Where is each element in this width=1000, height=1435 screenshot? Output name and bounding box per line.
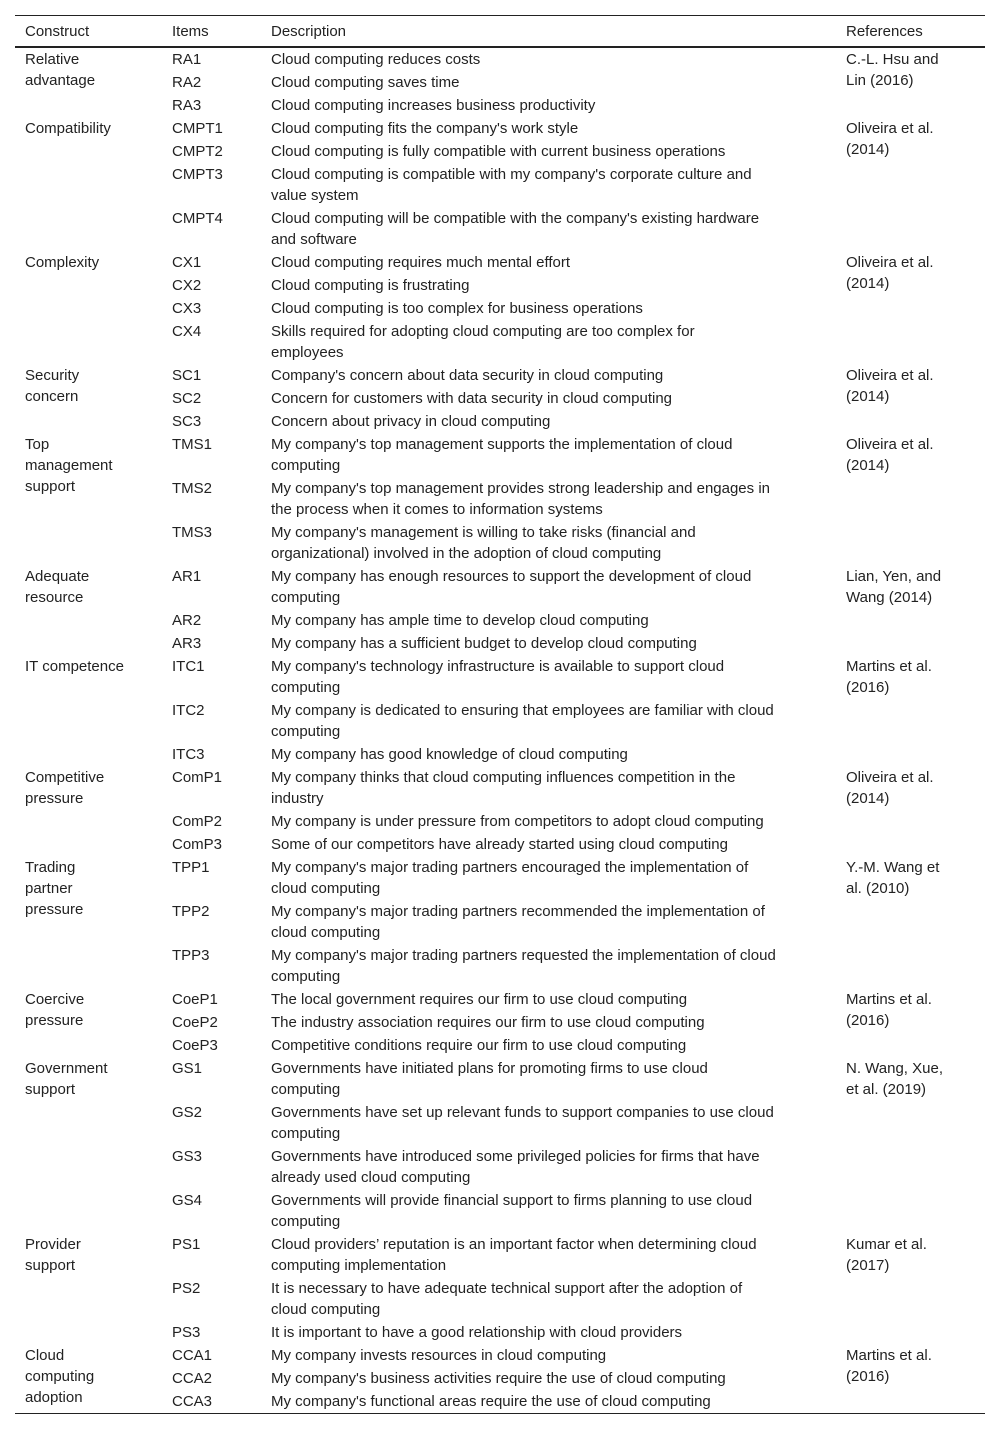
construct-cell: Complexity: [25, 254, 100, 271]
reference-cell: Kumar et al. (2017): [846, 1236, 927, 1274]
construct-cell: Competitive pressure: [25, 769, 105, 807]
reference-cell: N. Wang, Xue, et al. (2019): [846, 1060, 943, 1098]
description-cell: The local government requires our firm to use cloud computing: [271, 991, 688, 1008]
description-cell: It is important to have a good relationship with cloud providers: [271, 1324, 683, 1341]
item-id-cell: CCA3: [172, 1393, 213, 1410]
description-cell: Cloud computing is too complex for business operations: [271, 300, 643, 317]
construct-cell: IT competence: [25, 658, 124, 675]
item-id-cell: PS1: [172, 1236, 201, 1253]
description-cell: My company's top management provides strong leadership and engages in the process when it comes to information systems: [271, 480, 770, 518]
construct-cell: Top management support: [25, 436, 113, 495]
description-cell: My company's top management supports the implementation of cloud computing: [271, 436, 733, 474]
reference-cell: Oliveira et al. (2014): [846, 254, 934, 292]
table-row: [15, 565, 985, 609]
construct-cell: Trading partner pressure: [25, 859, 84, 918]
item-id-cell: TPP1: [172, 859, 210, 876]
table-body: [15, 47, 985, 1414]
table-row: [15, 1057, 985, 1101]
description-cell: My company's technology infrastructure is available to support cloud computing: [271, 658, 725, 696]
description-cell: My company has enough resources to support the development of cloud computing: [271, 568, 752, 606]
item-id-cell: CCA2: [172, 1370, 213, 1387]
item-id-cell: PS2: [172, 1280, 201, 1297]
item-id-cell: GS2: [172, 1104, 203, 1121]
item-id-cell: RA1: [172, 51, 202, 68]
reference-cell: Oliveira et al. (2014): [846, 436, 934, 474]
item-id-cell: CX2: [172, 277, 202, 294]
reference-cell: Lian, Yen, and Wang (2014): [846, 568, 942, 606]
item-id-cell: ITC3: [172, 746, 205, 763]
item-id-cell: ComP1: [172, 769, 223, 786]
reference-cell: Oliveira et al. (2014): [846, 120, 934, 158]
item-id-cell: SC2: [172, 390, 202, 407]
description-cell: My company is under pressure from competitors to adopt cloud computing: [271, 813, 764, 830]
table-row: [15, 364, 985, 387]
description-cell: My company is dedicated to ensuring that employees are familiar with cloud computing: [271, 702, 774, 740]
table-row: [15, 47, 985, 71]
reference-cell: Martins et al. (2016): [846, 658, 932, 696]
description-cell: Governments have initiated plans for promoting firms to use cloud computing: [271, 1060, 708, 1098]
description-cell: Governments have introduced some privileged policies for firms that have already used cloud computing: [271, 1148, 760, 1186]
item-id-cell: CX1: [172, 254, 202, 271]
table-row: [15, 655, 985, 699]
item-id-cell: TMS3: [172, 524, 213, 541]
item-id-cell: ComP2: [172, 813, 223, 830]
reference-cell: Oliveira et al. (2014): [846, 367, 934, 405]
description-cell: My company's management is willing to take risks (financial and organizational) involved in the adoption of cloud computing: [271, 524, 696, 562]
item-id-cell: RA3: [172, 97, 202, 114]
description-cell: My company has good knowledge of cloud computing: [271, 746, 628, 763]
description-cell: Competitive conditions require our firm to use cloud computing: [271, 1037, 687, 1054]
item-id-cell: SC3: [172, 413, 202, 430]
item-id-cell: AR3: [172, 635, 202, 652]
item-id-cell: CMPT3: [172, 166, 223, 183]
construct-cell: Cloud computing adoption: [25, 1347, 95, 1406]
description-cell: The industry association requires our firm to use cloud computing: [271, 1014, 705, 1031]
item-id-cell: CoeP2: [172, 1014, 218, 1031]
item-id-cell: ITC1: [172, 658, 205, 675]
description-cell: My company thinks that cloud computing influences competition in the industry: [271, 769, 736, 807]
description-cell: Company's concern about data security in cloud computing: [271, 367, 664, 384]
description-cell: My company invests resources in cloud computing: [271, 1347, 607, 1364]
item-id-cell: TMS2: [172, 480, 213, 497]
description-cell: Skills required for adopting cloud computing are too complex for employees: [271, 323, 695, 361]
item-id-cell: CX3: [172, 300, 202, 317]
item-id-cell: PS3: [172, 1324, 201, 1341]
construct-cell: Relative advantage: [25, 51, 96, 89]
item-id-cell: CMPT1: [172, 120, 223, 137]
item-id-cell: RA2: [172, 74, 202, 91]
description-cell: My company's major trading partners recommended the implementation of cloud computing: [271, 903, 765, 941]
item-id-cell: AR1: [172, 568, 202, 585]
description-cell: My company has ample time to develop cloud computing: [271, 612, 649, 629]
item-id-cell: TMS1: [172, 436, 213, 453]
item-id-cell: TPP2: [172, 903, 210, 920]
reference-cell: Martins et al. (2016): [846, 991, 932, 1029]
reference-cell: Oliveira et al. (2014): [846, 769, 934, 807]
description-cell: It is necessary to have adequate technical support after the adoption of cloud computing: [271, 1280, 743, 1318]
item-id-cell: ComP3: [172, 836, 223, 853]
table-row: [15, 1344, 985, 1367]
description-cell: Cloud computing saves time: [271, 74, 460, 91]
description-cell: Cloud computing fits the company's work style: [271, 120, 579, 137]
item-id-cell: TPP3: [172, 947, 210, 964]
reference-cell: Y.-M. Wang et al. (2010): [846, 859, 940, 897]
header-items: Items: [172, 22, 209, 40]
constructs-table: [15, 15, 985, 1414]
construct-cell: Government support: [25, 1060, 108, 1098]
table-row: [15, 117, 985, 140]
item-id-cell: GS4: [172, 1192, 203, 1209]
item-id-cell: GS1: [172, 1060, 203, 1077]
description-cell: Cloud computing is compatible with my company's corporate culture and value system: [271, 166, 752, 204]
description-cell: Cloud providers’ reputation is an important factor when determining cloud computing implementation: [271, 1236, 757, 1274]
description-cell: My company's business activities require the use of cloud computing: [271, 1370, 726, 1387]
description-cell: Cloud computing is fully compatible with current business operations: [271, 143, 726, 160]
table-row: [15, 856, 985, 900]
description-cell: Governments have set up relevant funds to support companies to use cloud computing: [271, 1104, 774, 1142]
item-id-cell: CMPT4: [172, 210, 223, 227]
header-references: References: [846, 22, 923, 40]
item-id-cell: CoeP3: [172, 1037, 218, 1054]
description-cell: My company has a sufficient budget to develop cloud computing: [271, 635, 697, 652]
table-row: [15, 433, 985, 477]
item-id-cell: GS3: [172, 1148, 203, 1165]
table-row: [15, 251, 985, 274]
description-cell: Cloud computing reduces costs: [271, 51, 481, 68]
table-row: [15, 1233, 985, 1277]
construct-cell: Compatibility: [25, 120, 111, 137]
item-id-cell: SC1: [172, 367, 202, 384]
description-cell: Cloud computing increases business productivity: [271, 97, 596, 114]
table-row: [15, 766, 985, 810]
description-cell: Concern for customers with data security in cloud computing: [271, 390, 673, 407]
construct-cell: Security concern: [25, 367, 80, 405]
table-row: [15, 988, 985, 1011]
item-id-cell: CoeP1: [172, 991, 218, 1008]
description-cell: Some of our competitors have already started using cloud computing: [271, 836, 728, 853]
reference-cell: Martins et al. (2016): [846, 1347, 932, 1385]
item-id-cell: CCA1: [172, 1347, 213, 1364]
construct-cell: Provider support: [25, 1236, 81, 1274]
description-cell: Cloud computing will be compatible with the company's existing hardware and software: [271, 210, 760, 248]
item-id-cell: CX4: [172, 323, 202, 340]
header-construct: Construct: [25, 22, 90, 40]
description-cell: Cloud computing requires much mental effort: [271, 254, 571, 271]
description-cell: My company's functional areas require the use of cloud computing: [271, 1393, 711, 1410]
header-description: Description: [271, 22, 347, 40]
description-cell: Governments will provide financial support to firms planning to use cloud computing: [271, 1192, 753, 1230]
description-cell: My company's major trading partners encouraged the implementation of cloud computing: [271, 859, 749, 897]
item-id-cell: ITC2: [172, 702, 205, 719]
description-cell: My company's major trading partners requested the implementation of cloud computing: [271, 947, 776, 985]
description-cell: Cloud computing is frustrating: [271, 277, 470, 294]
description-cell: Concern about privacy in cloud computing: [271, 413, 551, 430]
table-header-row: [15, 16, 985, 48]
construct-cell: Coercive pressure: [25, 991, 85, 1029]
reference-cell: C.-L. Hsu and Lin (2016): [846, 51, 939, 89]
construct-cell: Adequate resource: [25, 568, 90, 606]
item-id-cell: AR2: [172, 612, 202, 629]
item-id-cell: CMPT2: [172, 143, 223, 160]
